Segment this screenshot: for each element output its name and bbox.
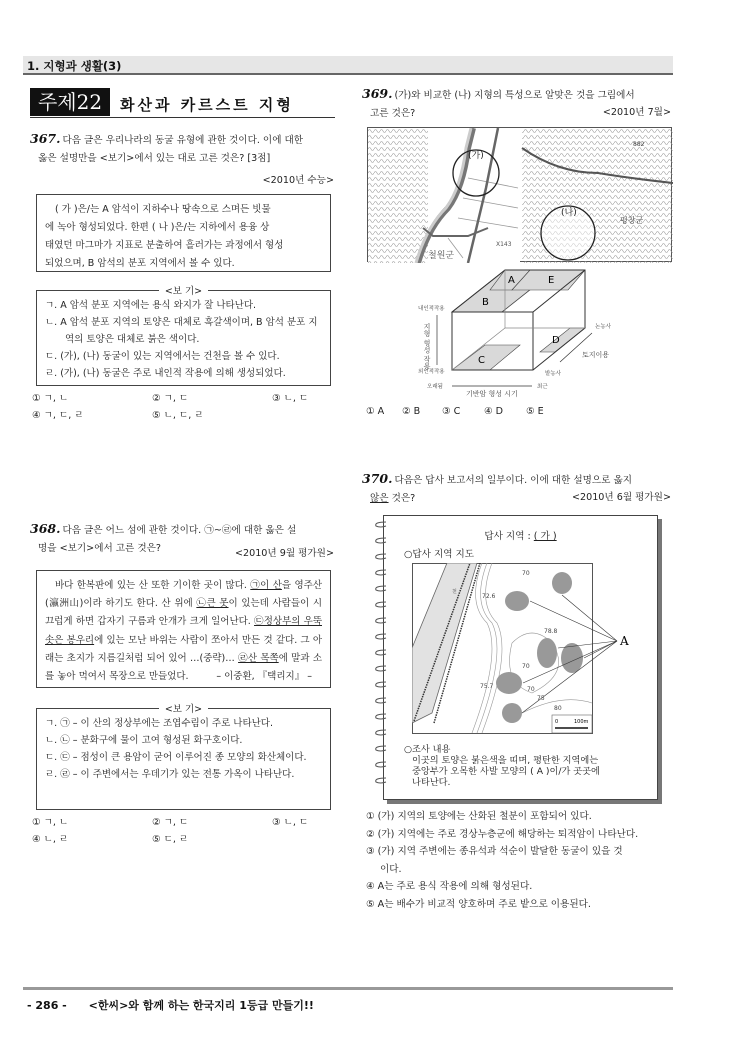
report-title [384, 528, 657, 542]
doline [537, 638, 557, 668]
choice-3[interactable]: ③ C [442, 406, 461, 417]
topic-title: 화산과 카르스트 지형 [120, 96, 294, 114]
bogi-item: ㄷ. ㉢ – 점성이 큰 용암이 굳어 이루어진 종 모양의 화산체이다. [45, 752, 307, 763]
survey-line: 중앙부가 오목한 사발 모양의 ( A )이/가 곳곳에 [412, 766, 600, 777]
choice-5[interactable]: ⑤ ㄴ, ㄷ, ㄹ [152, 410, 204, 421]
choice-3-cont: 이다. [380, 863, 402, 875]
label-D: D [552, 335, 560, 346]
q367-passage-line: 태였던 마그마가 지표로 분출하여 흘러가는 과정에서 형성 [45, 240, 284, 251]
choice-4[interactable]: ④ A는 주로 용식 작용에 의해 형성된다. [366, 881, 533, 892]
label-A: A [508, 275, 515, 286]
label-y-axis: 지형 형성 작용 [423, 323, 431, 370]
bogi-item: ㄹ. ㉣ – 이 주변에서는 우데기가 있는 전통 가옥이 나타난다. [45, 769, 295, 780]
bogi-item: ㄱ. A 암석 분포 지역에는 용식 와지가 잘 나타난다. [45, 300, 257, 311]
q369-line1: (가)와 비교한 (나) 지형의 특성으로 알맞은 것을 그림에서 [394, 90, 635, 101]
label-x-axis: 기반암 형성 시기 [466, 390, 518, 398]
contour-label: 70 [527, 686, 535, 693]
underline-ga: ㉠이 산 [250, 580, 282, 591]
q369-topographic-maps [367, 127, 672, 262]
footer-slogan: <한씨>와 함께 하는 한국지리 1등급 만들기!! [88, 999, 314, 1012]
choice-1[interactable]: ① A [366, 406, 385, 417]
label-C: C [478, 355, 485, 366]
q368-source: <2010년 9월 평가원> [234, 548, 334, 559]
section-title: 1. 지형과 생활(3) [27, 59, 122, 73]
contour-label: 70 [522, 570, 530, 577]
choice-1[interactable]: ① (가) 지역의 토양에는 산화된 철분이 포함되어 있다. [366, 811, 592, 822]
survey-line: 나타난다. [412, 777, 451, 788]
label-peak: 882 [633, 141, 645, 148]
survey-heading: ○조사 내용 [404, 744, 451, 755]
choice-4[interactable]: ④ D [484, 406, 504, 417]
label-exogenic: 외인적작용 [418, 369, 445, 375]
doline [496, 672, 522, 694]
doline [505, 591, 529, 611]
topic-badge: 주제22 [30, 88, 110, 116]
q368-passage [36, 570, 331, 688]
q367-line2: 옳은 설명만을 <보기>에서 있는 대로 고른 것은? [3점] [38, 153, 271, 164]
label-ga: (가) [468, 151, 484, 161]
q370-choices [366, 808, 676, 913]
choice-2[interactable]: ② B [402, 406, 421, 417]
passage-citation: – 이중환, 『택리지』 – [216, 671, 312, 683]
choice-2[interactable]: ② ㄱ, ㄷ [152, 393, 189, 404]
underline-ra: ㉣산 목쪽 [238, 652, 279, 664]
bogi-item: ㄴ. ㉡ – 분화구에 물이 고여 형성된 화구호이다. [45, 735, 243, 746]
region-D [540, 328, 585, 352]
q368-choices [32, 814, 332, 848]
q370-source: <2010년 6월 평가원> [571, 492, 671, 503]
choice-2[interactable]: ② ㄱ, ㄷ [152, 817, 189, 828]
bogi-item: ㄱ. ㉠ – 이 산의 정상부에는 조엽수림이 주로 나타난다. [45, 718, 273, 729]
q367-number: 367. [30, 131, 61, 146]
passage-text: 이 있는데 사람들이 시끄럽게 하면 갑자기 구름과 안개가 크게 일어난다. [45, 598, 323, 628]
q367-passage-line: 에 녹아 형성되었다. 한편 ( 나 )은/는 지하에서 용융 상 [45, 222, 270, 233]
doline [552, 572, 572, 594]
choice-4[interactable]: ④ ㄴ, ㄹ [32, 834, 69, 845]
q368-line1: 다음 글은 어느 섬에 관한 것이다. ㉠~㉣에 대한 옳은 설 [62, 525, 297, 536]
label-endogenic: 내인적작용 [418, 306, 445, 312]
label-E: E [548, 275, 555, 286]
label-old: 오래됨 [427, 384, 443, 390]
choice-1[interactable]: ① ㄱ, ㄴ [32, 393, 69, 404]
q369-choices [366, 403, 666, 420]
spiral-rings [376, 522, 386, 783]
page-footer [27, 997, 314, 1013]
choice-4[interactable]: ④ ㄱ, ㄷ, ㄹ [32, 410, 84, 421]
q368-line2: 명을 <보기>에서 고른 것은? [38, 543, 161, 554]
contour-label: 70 [522, 663, 530, 670]
q367-passage-line: ( 가 )은/는 A 암석이 지하수나 땅속으로 스며든 빗물 [55, 204, 271, 215]
passage-text: 바다 한복판에 있는 산 또한 기이한 곳이 많다. [55, 580, 251, 591]
label-spot-height: X143 [496, 241, 512, 248]
field-map [412, 563, 657, 743]
region-C [452, 345, 520, 370]
topo-map-svg [368, 128, 673, 263]
footer-divider [23, 987, 673, 990]
notebook-spiral [372, 518, 390, 788]
label-pyeongchang: 평창군 [620, 216, 644, 225]
q367-source: <2010년 수능> [262, 175, 334, 186]
q369-source: <2010년 7월> [602, 107, 671, 118]
label-field: 밭농사 [545, 371, 561, 377]
q367-passage [36, 194, 331, 272]
q370-underlined-not: 않은 [370, 493, 389, 504]
bogi-item: ㄴ. A 암석 분포 지역의 토양은 대체로 흑갈색이며, B 암석 분포 지역의 토양은 대체로 붉은 색이다. [45, 317, 318, 345]
section-header [23, 56, 673, 75]
field-report-card [383, 515, 658, 800]
map-ga-contours [368, 128, 428, 263]
choice-5[interactable]: ⑤ A는 배수가 비교적 양호하며 주로 밭으로 이용된다. [366, 898, 591, 910]
q367-prompt [30, 130, 340, 168]
label-B: B [482, 297, 489, 308]
q369-number: 369. [362, 86, 393, 101]
choice-3[interactable]: ③ ㄴ, ㄷ [272, 393, 309, 404]
bogi-item: ㄷ. (가), (나) 동굴이 있는 지역에서는 건천을 볼 수 있다. [45, 351, 280, 362]
bogi-item: ㄹ. (가), (나) 동굴은 주로 내인적 작용에 의해 생성되었다. [45, 368, 286, 379]
contour-label: 75 [537, 695, 545, 702]
contour-label: 80 [554, 705, 562, 712]
choice-3[interactable]: ③ ㄴ, ㄷ [272, 817, 309, 828]
bogi-title: <보 기> [159, 704, 208, 715]
q369-line2: 고른 것은? [370, 108, 416, 119]
passage-text: 에 말과 소를 놓아 먹여서 목장으로 만들었다. [45, 652, 322, 683]
map-heading: ○답사 지역 지도 [404, 549, 475, 560]
spot-height: 72.6 [482, 593, 496, 600]
doline [502, 703, 522, 723]
label-z-axis: 토지이용 [582, 351, 610, 359]
passage-text: 에 있는 모난 바위는 사람이 쪼아서 만든 것 같다. 그 아래는 초지가 지름길처럼 되어 있어 …(중략)… [45, 634, 323, 664]
q370-number: 370. [362, 471, 393, 486]
q367-choices [32, 390, 332, 424]
spot-height: 75.7 [480, 683, 494, 690]
report-title-value: ( 가 ) [533, 531, 557, 542]
q368-number: 368. [30, 521, 61, 536]
q370-line1: 다음은 답사 보고서의 일부이다. 이에 대한 설명으로 옳지 [394, 475, 633, 486]
choice-5[interactable]: ⑤ E [526, 406, 544, 417]
choice-2[interactable]: ② (가) 지역에는 주로 경상누층군에 해당하는 퇴적암이 나타난다. [366, 828, 639, 840]
page-number: - 286 - [27, 999, 67, 1012]
label-paddy: 논농사 [595, 324, 611, 330]
q368-bogi [36, 704, 331, 810]
bogi-title: <보 기> [159, 286, 208, 297]
scale-zero: 0 [555, 719, 559, 725]
topic-banner [30, 88, 335, 118]
q370-line2: 것은? [388, 493, 416, 504]
q369-cube-diagram [400, 265, 650, 400]
survey-content [404, 744, 600, 788]
underline-na: ㉡큰 못 [196, 598, 229, 610]
passage-text: 을 영주산(瀛洲山)이라 하기도 한다. 산 위에 [45, 580, 322, 610]
survey-line: 이곳의 토양은 붉은색을 띠며, 평탄한 지역에는 [412, 755, 599, 766]
scale-100m: 100m [574, 719, 589, 725]
river-label: 천 [452, 589, 457, 595]
report-title-prefix: 답사 지역 : [484, 531, 534, 542]
cube-svg [400, 265, 650, 400]
choice-1[interactable]: ① ㄱ, ㄴ [32, 817, 69, 828]
choice-5[interactable]: ⑤ ㄷ, ㄹ [152, 834, 189, 845]
q367-passage-line: 되었으며, B 암석의 분포 지역에서 볼 수 있다. [45, 258, 235, 269]
q367-line1: 다음 글은 우리나라의 동굴 유형에 관한 것이다. 이에 대한 [62, 135, 304, 146]
label-cheorwon: 철원군 [428, 251, 455, 261]
spot-height: 78.8 [544, 628, 558, 635]
label-A: A [620, 634, 629, 648]
label-na: (나) [561, 208, 577, 218]
underline-da: ㉢정상부의 우뚝 솟은 봉우리 [45, 616, 322, 646]
choice-3[interactable]: ③ (가) 지역 주변에는 종유석과 석순이 발달한 동굴이 있을 것 [366, 846, 623, 857]
label-recent: 최근 [537, 384, 548, 390]
q367-bogi [36, 286, 331, 386]
